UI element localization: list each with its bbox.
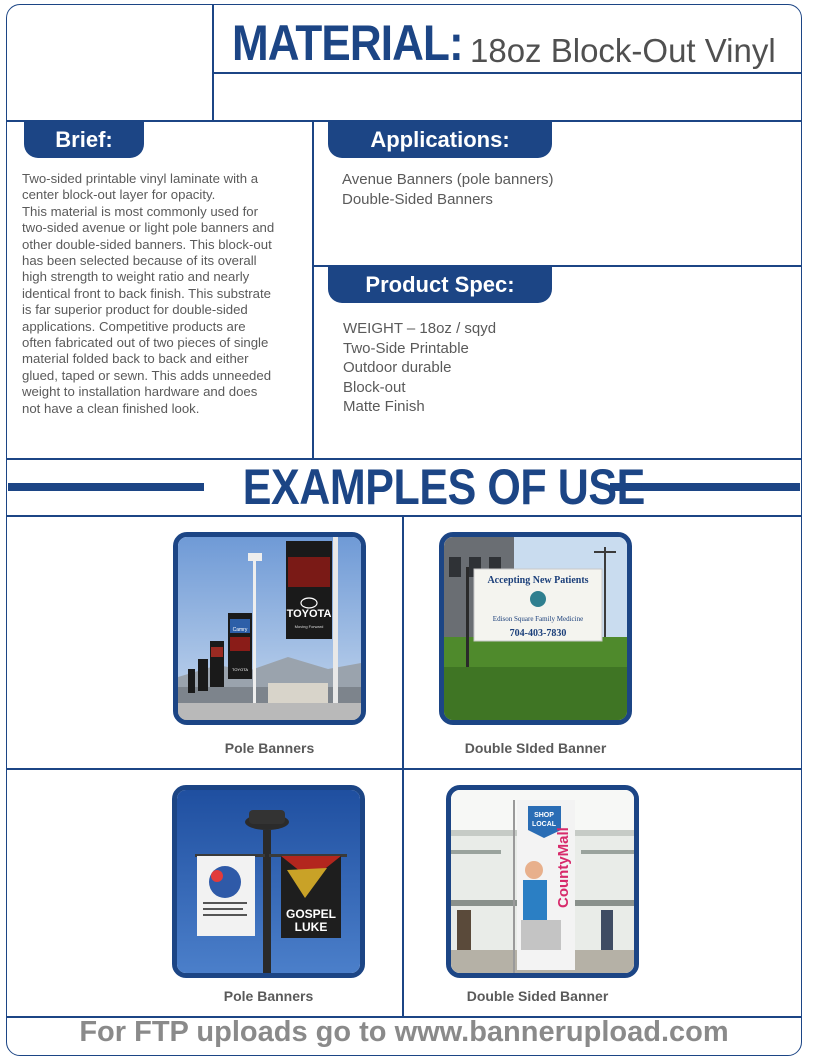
list-item: Double-Sided Banners (342, 190, 493, 208)
photo-pole-banners-street (172, 785, 365, 978)
banner-text: Camry (232, 627, 248, 633)
list-item: Matte Finish (343, 398, 425, 415)
product-spec-list (343, 319, 496, 417)
header-divider (212, 5, 214, 121)
page-title (232, 14, 494, 72)
examples-bar-left (8, 483, 204, 491)
examples-heading (210, 458, 645, 516)
examples-divider (402, 516, 404, 1017)
banner-text: GOSPEL (285, 907, 337, 921)
examples-heading-text: EXAMPLES OF USE (242, 459, 645, 515)
photo-caption: Double Sided Banner (466, 988, 609, 1004)
footer-ftp-text: For FTP uploads go to www.bannerupload.com (79, 1016, 729, 1048)
banner-text: LOCAL (531, 821, 557, 828)
examples-rule (7, 515, 801, 517)
banner-text: LUKE (294, 920, 328, 934)
page-frame (6, 4, 802, 1056)
applications-list (342, 170, 554, 209)
photo-double-sided-banner-mall (446, 785, 639, 978)
applications-heading (328, 121, 552, 158)
list-item: Avenue Banners (pole banners) (342, 171, 554, 188)
brief-text: Two-sided printable vinyl laminate with a center block-out layer for opacity. This material is most commonly used for two-sided avenue or light pole banners and other double-sided banners. This block-out has been selected because of its overall high strength to weight ratio and nearly identical front to back finish. This substrate is far superior product for double-sided applications. Competitive products are often fabricated out of two pieces of single material folded back to back and either glued, taped or sewn. This adds unneeded weight to installation hardware and does not have a clean finished look. (22, 171, 275, 416)
banner-text: Moving Forward (294, 624, 324, 629)
banner-text: TOYOTA (231, 667, 249, 672)
title-label: MATERIAL: (232, 15, 463, 71)
title-value: 18oz Block-Out Vinyl (470, 32, 776, 69)
brief-heading-text: Brief: (55, 127, 113, 152)
list-item: Outdoor durable (343, 359, 452, 376)
product-spec-heading-text: Product Spec: (365, 272, 515, 297)
sign-text: Edison Square Family Medicine (492, 615, 584, 623)
list-item: Block-out (343, 378, 406, 396)
list-item: Two-Side Printable (343, 339, 469, 357)
product-spec-heading (328, 266, 552, 303)
banner-text: SHOP (534, 812, 554, 819)
middle-divider (312, 121, 314, 458)
header-rule-top (213, 72, 801, 74)
photo-double-sided-banner-clinic (439, 532, 632, 725)
brief-heading (24, 121, 144, 158)
applications-heading-text: Applications: (370, 127, 510, 152)
photo-caption: Double SIded Banner (464, 740, 607, 756)
sign-text: Accepting New Patients (487, 575, 589, 586)
banner-text: TOYOTA (286, 608, 332, 620)
examples-mid-rule (7, 768, 801, 770)
sign-text: 704-403-7830 (509, 628, 567, 639)
photo-caption: Pole Banners (224, 740, 315, 756)
photo-pole-banners-dealership (173, 532, 366, 725)
banner-text: CountyMall (555, 827, 572, 908)
photo-caption: Pole Banners (223, 988, 314, 1004)
list-item: WEIGHT – 18oz / sqyd (343, 320, 497, 337)
